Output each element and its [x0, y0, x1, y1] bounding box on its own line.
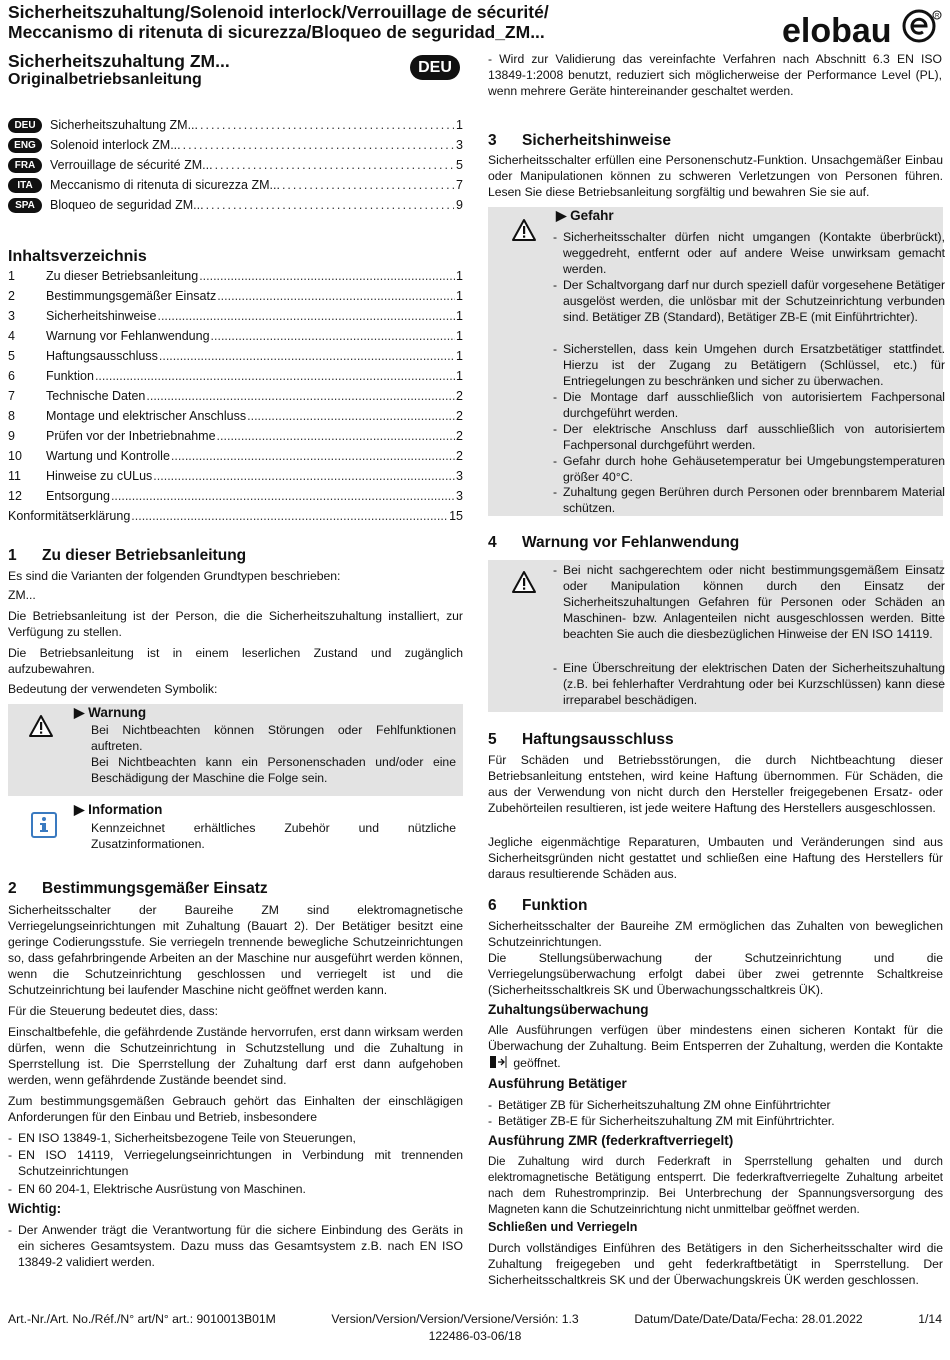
language-link-eng[interactable]: [8, 136, 463, 154]
toc-page: 1: [456, 289, 463, 303]
lang-page: 9: [456, 198, 463, 212]
danger-item: - Zuhaltung gegen Berühren durch Personen oder brennbarem Material schützen.: [553, 484, 945, 516]
toc-page: 1: [456, 369, 463, 383]
toc-label: Warnung vor Fehlanwendung: [46, 329, 210, 343]
betaetiger-item: - Betätiger ZB-E für Sicherheitszuhaltung ZM mit Einführtrichter.: [488, 1113, 943, 1129]
sec6-sub3-text: Die Zuhaltung wird durch Federkraft in Sperrstellung gehalten und durch elektromagnetische Betätigung entsperrt. Die federkraftverriegelte Zuhaltung arbeitet nach dem Ruhestromprinzip. Bei Unterbrechung der Spannungsversorgung des Magneten kann die Schutzeinrichtung nicht unmittelbar geöffnet werden.: [488, 1155, 943, 1216]
toc-row[interactable]: [8, 346, 463, 366]
lang-label: Verrouillage de sécurité ZM...: [50, 158, 213, 172]
important-item: - Der Anwender trägt die Verantwortung für die sichere Einbindung des Geräts in ein sicheres Gesamtsystem. Dazu muss das Gesamtsystem z.B. nach EN ISO 13849-2 validiert werden.: [8, 1222, 463, 1270]
toc-number: 5: [8, 349, 15, 363]
sec1-para-5: Bedeutung der verwendeten Symbolik:: [8, 682, 218, 696]
toc-label: Konformitätserklärung: [8, 509, 131, 523]
toc-row[interactable]: [8, 426, 463, 446]
toc-row[interactable]: [8, 386, 463, 406]
toc-number: 6: [8, 369, 15, 383]
footer-doc-code: 122486-03-06/18: [428, 1329, 522, 1343]
toc-page: 3: [456, 489, 463, 503]
toc-number: 10: [8, 449, 22, 463]
toc-number: 4: [8, 329, 15, 343]
section-3-heading: 3 Sicherheitshinweise: [488, 132, 672, 149]
toc-row[interactable]: [8, 306, 463, 326]
sec1-para-3: Die Betriebsanleitung ist der Person, die die Sicherheitszuhaltung installiert, zur Verfügung zu stellen.: [8, 609, 463, 639]
contact-opening-symbol-icon: [488, 1054, 510, 1070]
toc-page: 3: [456, 469, 463, 483]
toc-label: Funktion: [46, 369, 94, 383]
sec2-para-2: Für die Steuerung bedeutet dies, dass:: [8, 1004, 219, 1018]
toc-label: Montage und elektrischer Anschluss: [46, 409, 247, 423]
product-title: Sicherheitszuhaltung ZM...: [8, 51, 230, 71]
toc-number: 3: [8, 309, 15, 323]
toc-heading: Inhaltsverzeichnis: [8, 248, 147, 265]
toc-label: Haftungsausschluss: [46, 349, 158, 363]
toc-number: 11: [8, 469, 21, 483]
sec6-sub4-text: Durch vollständiges Einführen des Betätigers in den Sicherheitsschalter wird die Zuhaltung freigegeben und geht federkraftbetätigt in Sperrstellung. Der Sicherheitsschaltkreis SK und der Überwachungskreis ÜK werden geschlossen.: [488, 1241, 943, 1287]
section-4-heading: 4 Warnung vor Fehlanwendung: [488, 534, 740, 551]
sec6-para-2: Die Stellungsüberwachung der Schutzeinrichtung und die Verriegelungsüberwachung erfolgt dabei über zwei getrennte Schaltkreise (Sicherheitsschaltkreis SK und Überwachungsschaltkreis ÜK).: [488, 951, 943, 997]
toc-page: 2: [456, 389, 463, 403]
language-link-spa[interactable]: [8, 196, 463, 214]
toc-page: 1: [456, 329, 463, 343]
footer-version: Version/Version/Version/Versione/Versión: 1.3: [331, 1312, 579, 1326]
sec2-list-item: - EN ISO 13849-1, Sicherheitsbezogene Teile von Steuerungen,: [8, 1130, 463, 1146]
warning-box: [8, 704, 463, 796]
title-line-1: Sicherheitszuhaltung/Solenoid interlock/Verrouillage de sécurité/: [8, 2, 549, 22]
lang-page: 5: [456, 158, 463, 172]
section-2-heading: 2 Bestimmungsgemäßer Einsatz: [8, 880, 268, 897]
warning-triangle-icon: [511, 218, 537, 242]
lang-code: FRA: [8, 158, 42, 173]
misuse-item: - Eine Überschreitung der elektrischen Daten der Sicherheitszuhaltung (z.B. bei fehlerhafter Verdrahtung oder bei Kurzschlüssen) kann diese irreparabel beschädigen.: [553, 660, 945, 708]
sec3-para-1: Sicherheitsschalter erfüllen eine Personenschutz-Funktion. Unsachgemäßer Einbau oder Manipulationen können zu schweren Verletzungen von Personen führen. Lesen Sie diese Betriebsanleitung sorgfältig und bewahren Sie sie auf.: [488, 153, 943, 199]
lang-code: DEU: [8, 118, 42, 133]
betaetiger-item: - Betätiger ZB für Sicherheitszuhaltung ZM ohne Einführtrichter: [488, 1097, 943, 1113]
toc-label: Technische Daten: [46, 389, 146, 403]
important-heading: Wichtig:: [8, 1201, 62, 1216]
toc-label: Zu dieser Betriebsanleitung: [46, 269, 199, 283]
sec1-para-4: Die Betriebsanleitung ist in einem leserlichen Zustand und zugänglich aufzubewahren.: [8, 646, 463, 676]
sec2-para-4: Zum bestimmungsgemäßen Gebrauch gehört das Einhalten der einschlägigen Anforderungen für den Einbau und Betrieb, insbesondere: [8, 1094, 463, 1124]
footer-article-number: Art.-Nr./Art. No./Réf./N° art/N° art.: 9010013B01M: [8, 1312, 276, 1326]
toc-label: Hinweise zu cULus: [46, 469, 153, 483]
sub-ausfuehrung-betaetiger: Ausführung Betätiger: [488, 1076, 627, 1091]
danger-item: - Sicherstellen, dass kein Umgehen durch Ersatzbetätiger stattfindet. Hierzu ist der Zugang zu Betätigern (Schlüssel, etc.) für Entriegelungen zu beschränken und sicher zu überwachen.: [553, 341, 945, 389]
danger-box: [488, 207, 943, 516]
information-title: ▶ Information: [74, 802, 163, 817]
toc-row[interactable]: [8, 266, 463, 286]
toc-label: Entsorgung: [46, 489, 110, 503]
toc-page: 2: [456, 409, 463, 423]
toc-row[interactable]: [8, 446, 463, 466]
lang-page: 7: [456, 178, 463, 192]
danger-item: - Der Schaltvorgang darf nur durch speziell dafür vorgesehene Betätiger ausgelöst werden, die unlösbar mit der Schutzeinrichtung verbunden sind. Betätiger ZB (Standard), Betätiger ZB-E (mit Einführtrichter).: [553, 277, 945, 325]
lang-label: Sicherheitszuhaltung ZM...: [50, 118, 198, 132]
sec5-para-2: Jegliche eigenmächtige Reparaturen, Umbauten und Veränderungen sind aus Sicherheitsgründen nicht gestattet und schließen eine Haftung des Herstellers für daraus resultierende Schäden aus.: [488, 835, 943, 881]
toc-page: 2: [456, 429, 463, 443]
sec1-para-2: ZM...: [8, 588, 36, 602]
toc-row[interactable]: [8, 326, 463, 346]
footer-date: Datum/Date/Date/Data/Fecha: 28.01.2022: [634, 1312, 863, 1326]
sec6-para-1: Sicherheitsschalter der Baureihe ZM ermöglichen das Zuhalten von beweglichen Schutzeinrichtungen.: [488, 919, 943, 949]
danger-item: - Die Montage darf ausschließlich von autorisiertem Fachpersonal durchgeführt werden.: [553, 389, 945, 421]
elobau-logo: [782, 8, 942, 52]
toc-number: 12: [8, 489, 22, 503]
section-1-heading: 1 Zu dieser Betriebsanleitung: [8, 547, 247, 564]
language-link-ita[interactable]: [8, 176, 463, 194]
toc-page: 2: [456, 449, 463, 463]
toc-number: 1: [8, 269, 15, 283]
toc-row[interactable]: [8, 366, 463, 386]
section-5-heading: 5 Haftungsausschluss: [488, 731, 674, 748]
danger-item: - Sicherheitsschalter dürfen nicht umgangen (Kontakte überbrückt), weggedreht, entfernt oder auf andere Weise unwirksam gemacht werden.: [553, 229, 945, 277]
lang-page: 1: [456, 118, 463, 132]
lang-label: Meccanismo di ritenuta di sicurezza ZM...: [50, 178, 280, 192]
danger-title: ▶ Gefahr: [556, 208, 614, 223]
toc-number: 2: [8, 289, 15, 303]
language-link-deu[interactable]: [8, 116, 463, 134]
toc-row[interactable]: [8, 466, 463, 486]
toc-row[interactable]: [8, 406, 463, 426]
sec2-para-1: Sicherheitsschalter der Baureihe ZM sind elektromagnetische Verriegelungseinrichtungen mit Zuhaltung (Bauart 2). Der Betätiger besitzt eine geringe Codierungsstufe. Sie verriegeln trennende bewegliche Schutzeinrichtungen so, dass gefahrbringende Arbeiten an der Maschine nur ausgeführt werden können, wenn die Schutzeinrichtung geschlossen und verriegelt ist und die Schutzeinrichtung bei laufender Maschine nicht geöffnet werden kann.: [8, 903, 463, 997]
misuse-item: - Bei nicht sachgerechtem oder nicht bestimmungsgemäßem Einsatz oder Manipulation können durch den Einsatz der Sicherheitszuhaltungen Gefahren für Personen oder Schäden an Maschinen- bzw. Anlagenteilen nicht ausgeschlossen werden. Bitte beachten Sie auch die diesbezüglichen Hinweise der EN ISO 14119.: [553, 562, 945, 642]
section-6-heading: 6 Funktion: [488, 897, 588, 914]
lang-code: ENG: [8, 138, 42, 153]
information-text: Kennzeichnet erhältliches Zubehör und nützliche Zusatzinformationen.: [91, 821, 456, 851]
document-subtitle: Originalbetriebsanleitung: [8, 71, 202, 88]
sub-ausfuehrung-zmr: Ausführung ZMR (federkraftverriegelt): [488, 1133, 734, 1148]
toc-label: Prüfen vor der Inbetriebnahme: [46, 429, 216, 443]
warning-text-2: Bei Nichtbeachten kann ein Personenschaden und/oder eine Beschädigung der Maschine die Folge sein.: [91, 755, 456, 785]
intro-note: - Wird zur Validierung das vereinfachte Verfahren nach Abschnitt 6.3 EN ISO 13849-1:2008 benutzt, reduziert sich möglicherweise der Performance Level (PL), wenn mehrere Geräte hintereinander geschaltet werden.: [488, 52, 942, 98]
sub-schliessen-verriegeln: Schließen und Verriegeln: [488, 1220, 638, 1234]
svg-text:R: R: [935, 13, 940, 20]
sec1-para-1: Es sind die Varianten der folgenden Grundtypen beschrieben:: [8, 569, 341, 583]
toc-number: 7: [8, 389, 15, 403]
sec6-sub1-text: Alle Ausführungen verfügen über mindestens einen sicheren Kontakt für die Überwachung der Zuhaltung. Beim Entsperren der Zuhaltung, werden die Kontakte geöffnet.: [488, 1023, 943, 1070]
warning-triangle-icon: [511, 570, 537, 594]
language-link-fra[interactable]: [8, 156, 463, 174]
toc-row[interactable]: [8, 286, 463, 306]
toc-label: Wartung und Kontrolle: [46, 449, 170, 463]
misuse-box: [488, 560, 943, 712]
info-icon: [31, 812, 57, 838]
title-line-2: Meccanismo di ritenuta di sicurezza/Bloqueo de seguridad_ZM...: [8, 22, 545, 42]
sub-zuhaltungsueberwachung: Zuhaltungsüberwachung: [488, 1002, 649, 1017]
toc-label: Bestimmungsgemäßer Einsatz: [46, 289, 217, 303]
warning-text-1: Bei Nichtbeachten können Störungen oder Fehlfunktionen auftreten.: [91, 723, 456, 753]
toc-number: 9: [8, 429, 15, 443]
document-title: [8, 2, 748, 42]
footer-page: 1/14: [918, 1312, 942, 1326]
toc-page: 15: [449, 509, 463, 523]
toc-row-conformity[interactable]: [8, 506, 463, 526]
sec5-para-1: Für Schäden und Betriebsstörungen, die durch Nichtbeachtung dieser Betriebsanleitung entstehen, wird keine Haftung übernommen. Für Schäden, die aus der Verwendung von nicht durch den Hersteller freigegebenen Ersatz- oder Zubehörteilen resultieren, ist jede weitere Haftung des Herstellers ausgeschlossen.: [488, 753, 943, 815]
lang-code: SPA: [8, 198, 42, 213]
sec2-list-item: - EN ISO 14119, Verriegelungseinrichtungen in Verbindung mit trennenden Schutzeinrichtungen: [8, 1147, 463, 1179]
toc-number: 8: [8, 409, 15, 423]
toc-row[interactable]: [8, 486, 463, 506]
warning-triangle-icon: [28, 714, 54, 738]
danger-item: - Gefahr durch hohe Gehäusetemperatur bei Umgebungstemperaturen größer 40°C.: [553, 453, 945, 485]
footer: [8, 1312, 942, 1326]
toc-label: Sicherheitshinweise: [46, 309, 157, 323]
lang-label: Solenoid interlock ZM...: [50, 138, 181, 152]
svg-text:elobau: elobau: [782, 12, 892, 50]
danger-item: - Der elektrische Anschluss darf ausschließlich von autorisiertem Fachpersonal durchgeführt werden.: [553, 421, 945, 453]
toc-page: 1: [456, 309, 463, 323]
toc-page: 1: [456, 349, 463, 363]
sec2-para-3: Einschaltbefehle, die gefährdende Zustände hervorrufen, erst dann wirksam werden dürfen, wenn die Schutzeinrichtung in Schutzstellung und die Zuhaltung in Sperrstellung ist. Die Sperrstellung der Zuhaltung darf erst dann aufgehoben werden, wenn gefährdende Zustände beendet sind.: [8, 1025, 463, 1087]
language-badge: DEU: [410, 55, 460, 80]
sec2-list-item: - EN 60 204-1, Elektrische Ausrüstung von Maschinen.: [8, 1181, 463, 1197]
lang-code: ITA: [8, 178, 42, 193]
toc-page: 1: [456, 269, 463, 283]
lang-page: 3: [456, 138, 463, 152]
lang-label: Bloqueo de seguridad ZM...: [50, 198, 204, 212]
warning-title: ▶ Warnung: [74, 705, 147, 720]
